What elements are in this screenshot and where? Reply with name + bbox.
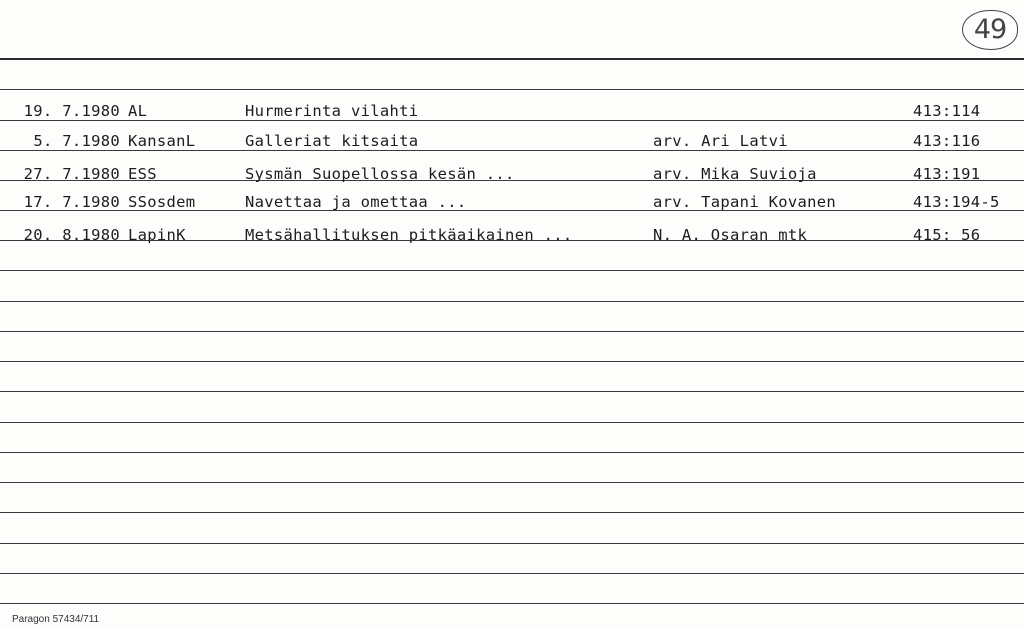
entry-ref: 413:116	[913, 132, 981, 150]
card-entry	[0, 132, 1024, 154]
ruled-line	[0, 603, 1024, 604]
ruled-line	[0, 270, 1024, 271]
ruled-line	[0, 512, 1024, 513]
ruled-line	[0, 391, 1024, 392]
ruled-line	[0, 422, 1024, 423]
card-number-circle: 49	[962, 10, 1018, 50]
ruled-line	[0, 301, 1024, 302]
entry-paper: ESS	[128, 165, 157, 183]
ruled-line	[0, 89, 1024, 90]
ruled-line	[0, 361, 1024, 362]
entry-paper: KansanL	[128, 132, 196, 150]
entry-date: 17. 7.1980	[23, 193, 120, 211]
entry-ref: 413:191	[913, 165, 981, 183]
ruled-line	[0, 331, 1024, 332]
entry-paper: SSosdem	[128, 193, 196, 211]
card-entry	[0, 193, 1024, 215]
entry-author: arv. Mika Suvioja	[653, 165, 817, 183]
entry-author: N. A. Osaran mtk	[653, 226, 808, 244]
card-entry	[0, 102, 1024, 124]
card-footer-print: Paragon 57434/711	[12, 614, 100, 625]
entry-title: Hurmerinta vilahti	[245, 102, 419, 120]
entry-author: arv. Ari Latvi	[653, 132, 788, 150]
entry-title: Galleriat kitsaita	[245, 132, 419, 150]
ruled-line	[0, 543, 1024, 544]
entry-title: Metsähallituksen pitkäaikainen ...	[245, 226, 573, 244]
entry-date: 27. 7.1980	[23, 165, 120, 183]
entry-date: 19. 7.1980	[23, 102, 120, 120]
entry-date: 5. 7.1980	[33, 132, 120, 150]
card-entry	[0, 165, 1024, 187]
entry-ref: 413:114	[913, 102, 981, 120]
entry-ref: 415: 56	[913, 226, 981, 244]
entry-date: 20. 8.1980	[23, 226, 120, 244]
card-entry	[0, 226, 1024, 248]
ruled-line	[0, 573, 1024, 574]
entry-ref: 413:194-5	[913, 193, 1000, 211]
entry-paper: AL	[128, 102, 148, 120]
entry-paper: LapinK	[128, 226, 186, 244]
header-rule	[0, 58, 1024, 60]
ruled-line	[0, 452, 1024, 453]
entry-title: Sysmän Suopellossa kesän ...	[245, 165, 515, 183]
ruled-line	[0, 482, 1024, 483]
entry-title: Navettaa ja omettaa ...	[245, 193, 467, 211]
entry-author: arv. Tapani Kovanen	[653, 193, 837, 211]
